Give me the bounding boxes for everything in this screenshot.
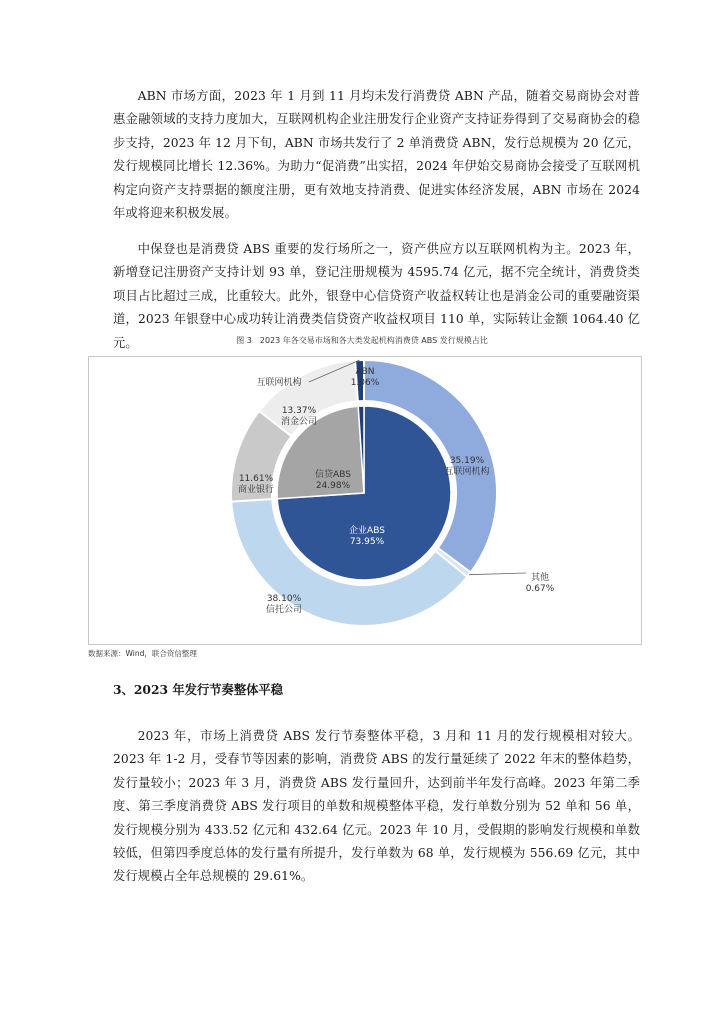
figure-caption: 图 3 2023 年各交易市场和各大类发起机构消费贷 ABS 发行规模占比: [236, 336, 488, 345]
donut-chart: [89, 357, 641, 644]
label-abn: ABN 1.06%: [350, 367, 380, 388]
paragraph-issuance-rhythm: 2023 年，市场上消费贷 ABS 发行节奏整体平稳，3 月和 11 月的发行规模相对较大。2023 年 1-2 月，受春节等因素的影响，消费贷 ABS 的发行量延续了 2022 年末的整体趋势，发行量较小；2023 年 3 月，消费贷 ABS 发行量回升，达到前半年发行高峰。2023 年第二季度、第三季度消费贷 ABS 发行项目的单数和规模整体平稳，发行单数分别为 52 单和 56 单，发行规模分别为 433.52 亿元和 432.64 亿元。2023 年 10 月，受假期的影响发行规模和单数较低，但第四季度总体的发行量有所提升，发行单数为 68 单，发行规模为 556.69 亿元，其中发行规模占全年总规模的 29.61%。: [113, 729, 640, 884]
inner-pie: [277, 406, 451, 580]
label-xintuo: 38.10%信托公司: [265, 594, 303, 615]
pie-chart-frame: [88, 356, 642, 645]
paragraph-abn-market: ABN 市场方面，2023 年 1 月到 11 月均未发行消费贷 ABN 产品，随着交易商协会对普惠金融领域的支持力度加大，互联网机构企业注册发行企业资产支持证券得到了交易商协会的稳步支持，2023 年 12 月下旬，ABN 市场共发行了 2 单消费贷 ABN，发行总规模为 20 亿元，发行规模同比增长 12.36%。为助力“促消费”出实招，2024 年伊始交易商协会接受了互联网机构定向资产支持票据的额度注册，更有效地支持消费、促进实体经济发展，ABN 市场在 2024 年或将迎来积极发展。: [113, 89, 640, 221]
data-source-note: 数据来源：Wind，联合资信整理: [88, 649, 197, 658]
label-qiye-abs: 企业ABS 73.95%: [349, 526, 385, 547]
leader-qita: [469, 573, 526, 575]
label-hulianwang: 35.19%互联网机构: [444, 456, 490, 477]
section-heading: 3、2023 年发行节奏整体平稳: [113, 682, 284, 697]
paragraph-zhongbaodeng: 中保登也是消费贷 ABS 重要的发行场所之一，资产供应方以互联网机构为主。2023 年，新增登记注册资产支持计划 93 单，登记注册规模为 4595.74 亿元，据不完全统计，消费贷类项目占比超过三成，比重较大。此外，银登中心信贷资产收益权转让也是消金公司的重要融资渠道，2023 年银登中心成功转让消费类信贷资产收益权项目 110 单，实际转让金额 1064.40 亿元。: [113, 242, 640, 350]
label-shangye-yinhang: 11.61%商业银行: [237, 474, 275, 495]
label-hulianwang-small: 互联网机构: [256, 378, 302, 388]
label-xindai-abs: 信贷ABS 24.98%: [315, 470, 351, 491]
label-xiaojin: 13.37%消金公司: [280, 406, 318, 427]
label-qita: 其他 0.67%: [525, 573, 555, 594]
